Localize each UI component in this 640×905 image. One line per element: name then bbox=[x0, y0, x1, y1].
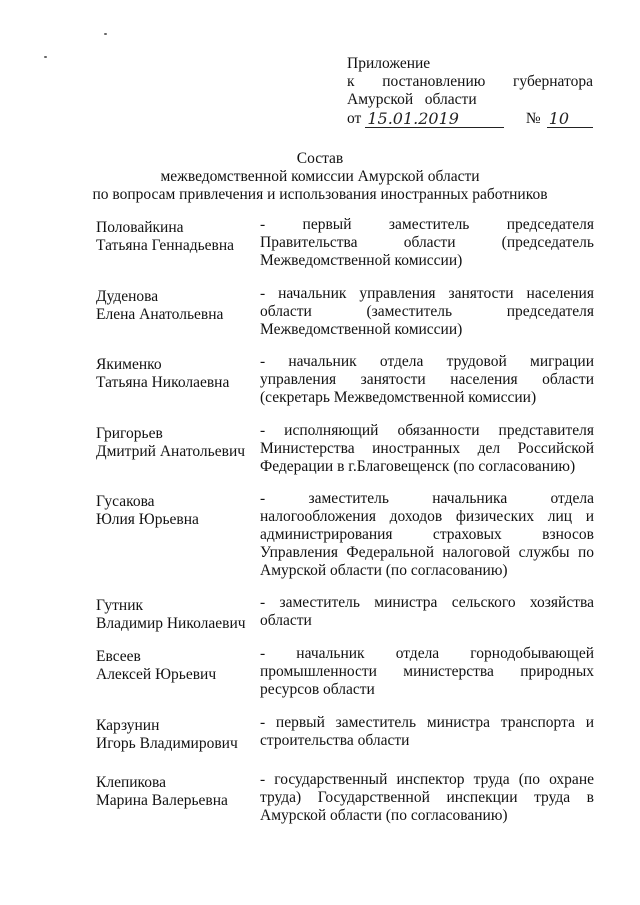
member-given-name: Марина Валерьевна bbox=[96, 792, 228, 809]
appendix-label: Приложение bbox=[347, 55, 431, 72]
member-name bbox=[96, 425, 256, 461]
appendix-word: области bbox=[424, 91, 477, 108]
member-surname: Клепикова bbox=[96, 774, 167, 791]
member-surname: Гусакова bbox=[96, 493, 155, 510]
appendix-word: Амурской bbox=[347, 91, 414, 108]
member-role: - заместитель министра сельского хозяйства области bbox=[260, 594, 594, 629]
appendix-word: губернатора bbox=[513, 73, 593, 90]
member-role: - заместитель начальника отдела налогообложения доходов физических лиц и администрирования страховых взносов Управления Федеральной налоговой службы по Амурской области (по согласованию) bbox=[260, 490, 594, 579]
member-given-name: Игорь Владимирович bbox=[96, 735, 238, 752]
member-role: - первый заместитель председателя Правительства области (председатель Межведомственной комиссии) bbox=[260, 216, 594, 269]
number-label: № bbox=[525, 110, 541, 127]
member-given-name: Елена Анатольевна bbox=[96, 306, 224, 323]
member-role: - государственный инспектор труда (по охране труда) Государственной инспекции труда в Амурской области (по согласованию) bbox=[260, 771, 594, 824]
title-line-1: Состав bbox=[296, 150, 344, 167]
date-prefix: от bbox=[347, 110, 362, 127]
member-surname: Григорьев bbox=[96, 425, 163, 442]
member-given-name: Татьяна Николаевна bbox=[96, 374, 230, 391]
member-name bbox=[96, 717, 256, 753]
member-surname: Якименко bbox=[96, 356, 162, 373]
member-name bbox=[96, 219, 256, 255]
member-role: - первый заместитель министра транспорта и строительства области bbox=[260, 714, 594, 749]
member-surname: Гутник bbox=[96, 597, 144, 614]
member-role: - начальник отдела горнодобывающей промышленности министерства природных ресурсов области bbox=[260, 645, 594, 698]
date-number-row bbox=[347, 110, 593, 128]
scan-speck bbox=[104, 33, 107, 35]
scan-speck bbox=[44, 56, 47, 58]
handwritten-date: 15.01.2019 bbox=[365, 111, 504, 128]
member-name bbox=[96, 356, 256, 392]
member-name bbox=[96, 493, 256, 529]
member-surname: Половайкина bbox=[96, 219, 184, 236]
member-role: - начальник отдела трудовой миграции управления занятости населения области (секретарь Межведомственной комиссии) bbox=[260, 353, 594, 406]
member-given-name: Юлия Юрьевна bbox=[96, 511, 199, 528]
member-surname: Дуденова bbox=[96, 288, 159, 305]
title-line-3: по вопросам привлечения и использования иностранных работников bbox=[92, 186, 548, 203]
document-title bbox=[60, 150, 580, 204]
appendix-header bbox=[347, 55, 593, 128]
member-given-name: Дмитрий Анатольевич bbox=[96, 443, 246, 460]
appendix-region-line bbox=[347, 91, 593, 109]
member-role: - исполняющий обязанности представителя Министерства иностранных дел Российской Федерации в г.Благовещенск (по согласованию) bbox=[260, 422, 594, 475]
handwritten-number: 10 bbox=[547, 111, 593, 128]
member-given-name: Татьяна Геннадьевна bbox=[96, 237, 235, 254]
member-given-name: Алексей Юрьевич bbox=[96, 666, 217, 683]
member-surname: Карзунин bbox=[96, 717, 160, 734]
member-surname: Евсеев bbox=[96, 648, 141, 665]
appendix-resolution-line bbox=[347, 73, 593, 91]
appendix-word: постановлению bbox=[382, 73, 486, 90]
member-name bbox=[96, 648, 256, 684]
title-line-2: межведомственной комиссии Амурской области bbox=[160, 168, 480, 185]
member-name bbox=[96, 774, 256, 810]
member-name bbox=[96, 288, 256, 324]
member-given-name: Владимир Николаевич bbox=[96, 615, 246, 632]
appendix-word: к bbox=[347, 73, 355, 90]
member-name bbox=[96, 597, 256, 633]
member-role: - начальник управления занятости населения области (заместитель председателя Межведомственной комиссии) bbox=[260, 285, 594, 338]
